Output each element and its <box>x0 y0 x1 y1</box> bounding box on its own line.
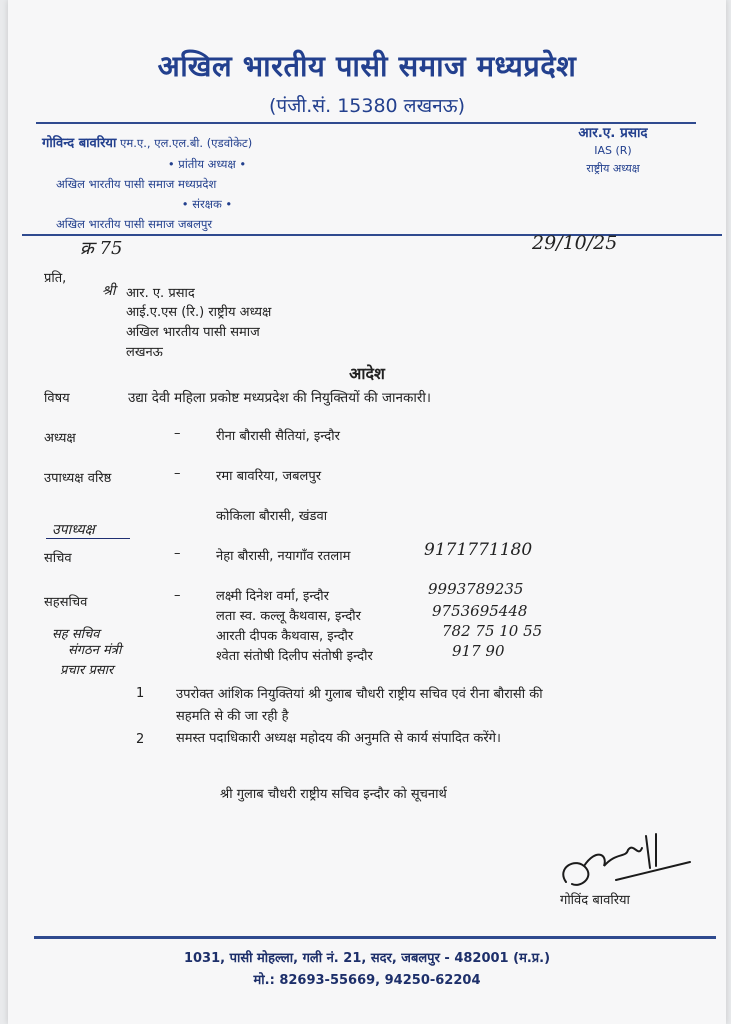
left-head-org2: अखिल भारतीय पासी समाज जबलपुर <box>56 217 213 231</box>
note-text: उपरोक्त आंशिक नियुक्तियां श्री गुलाब चौधरी राष्ट्रीय सचिव एवं रीना बौरासी की <box>176 687 543 702</box>
note-text: समस्त पदाधिकारी अध्यक्ष महोदय की अनुमति से कार्य संपादित करेंगे। <box>176 731 501 746</box>
to-line: अखिल भारतीय पासी समाज <box>126 325 260 340</box>
order-heading: आदेश <box>349 364 385 383</box>
org-title: अखिल भारतीय पासी समाज मध्यप्रदेश <box>157 49 577 83</box>
president-name: रीना बौरासी सैतियां, इन्दौर <box>216 429 340 444</box>
right-head-role: राष्ट्रीय अध्यक्ष <box>586 162 640 175</box>
hand-underline <box>46 538 130 539</box>
to-line: लखनऊ <box>126 345 163 360</box>
joint-secretary-dash: – <box>174 588 181 603</box>
left-head-org1: अखिल भारतीय पासी समाज मध्यप्रदेश <box>56 177 217 191</box>
joint-secretary-name: लक्ष्मी दिनेश वर्मा, इन्दौर <box>216 589 329 604</box>
joint-secretary-label: सहसचिव <box>44 595 88 610</box>
registration-number: (पंजी.सं. 15380 लखनऊ) <box>269 95 465 117</box>
hand-role-label: सह सचिव <box>52 627 100 642</box>
left-letterhead-block <box>42 133 372 234</box>
letter-page <box>8 0 726 1024</box>
joint-secretary-phone: 9993789235 <box>428 580 524 598</box>
to-line: आर. ए. प्रसाद <box>126 286 195 301</box>
right-head-name: आर.ए. प्रसाद <box>578 125 648 141</box>
letter-date: 29/10/25 <box>532 232 618 254</box>
secretary-name: नेहा बौरासी, नयागाँव रतलाम <box>216 549 351 564</box>
reference-number: क्र 75 <box>80 238 123 259</box>
vice-senior-name: रमा बावरिया, जबलपुर <box>216 469 322 484</box>
joint-secretary-name: आरती दीपक कैथवास, इन्दौर <box>216 629 354 644</box>
left-head-name: गोविन्द बावरिया <box>42 136 117 151</box>
joint-secretary-name: लता स्व. कल्लू कैथवास, इन्दौर <box>216 609 361 624</box>
to-prefix: श्री <box>102 283 116 299</box>
subject-text: उद्या देवी महिला प्रकोष्ट मध्यप्रदेश की नियुक्तियों की जानकारी। <box>128 390 432 406</box>
vice-extra-hand-label: उपाध्यक्ष <box>52 522 95 538</box>
left-head-qualification: एम.ए., एल.एल.बी. (एडवोकेट) <box>120 136 253 150</box>
joint-secretary-name: श्वेता संतोषी दिलीप संतोषी इन्दौर <box>216 649 373 664</box>
secretary-label: सचिव <box>44 551 72 566</box>
note-text: सहमति से की जा रही है <box>176 709 289 724</box>
to-label: प्रति, <box>44 271 67 286</box>
joint-secretary-phone: 917 90 <box>452 642 505 660</box>
vice-extra-name: कोकिला बौरासी, खंडवा <box>216 509 328 524</box>
vice-senior-dash: – <box>174 466 181 481</box>
copy-to: श्री गुलाब चौधरी राष्ट्रीय सचिव इन्दौर को सूचनार्थ <box>220 787 447 802</box>
hand-role-label: संगठन मंत्री <box>68 643 122 658</box>
signature-scribble <box>556 828 696 898</box>
secretary-dash: – <box>174 546 181 561</box>
joint-secretary-phone: 782 75 10 55 <box>442 622 543 640</box>
vice-senior-label: उपाध्यक्ष वरिष्ठ <box>44 471 112 486</box>
joint-secretary-phone: 9753695448 <box>432 602 528 620</box>
left-head-role2: • संरक्षक • <box>181 197 233 211</box>
secretary-phone: 9171771180 <box>424 540 533 560</box>
note-number: 2 <box>136 732 145 747</box>
footer-phone: मो.: 82693-55669, 94250-62204 <box>253 973 481 988</box>
left-head-role1: • प्रांतीय अध्यक्ष • <box>167 157 247 171</box>
footer-rule <box>34 936 716 939</box>
signatory-name: गोविंद बावरिया <box>560 893 630 908</box>
right-head-qualification: IAS (R) <box>594 144 632 157</box>
footer-address: 1031, पासी मोहल्ला, गली नं. 21, सदर, जबलपुर - 482001 (म.प्र.) <box>183 951 551 966</box>
subject-label: विषय <box>44 391 70 406</box>
right-letterhead-block <box>548 124 678 178</box>
president-dash: – <box>174 426 181 441</box>
president-label: अध्यक्ष <box>44 431 76 446</box>
hand-role-label: प्रचार प्रसार <box>60 663 114 678</box>
to-line: आई.ए.एस (रि.) राष्ट्रीय अध्यक्ष <box>126 305 272 320</box>
note-number: 1 <box>136 686 145 701</box>
